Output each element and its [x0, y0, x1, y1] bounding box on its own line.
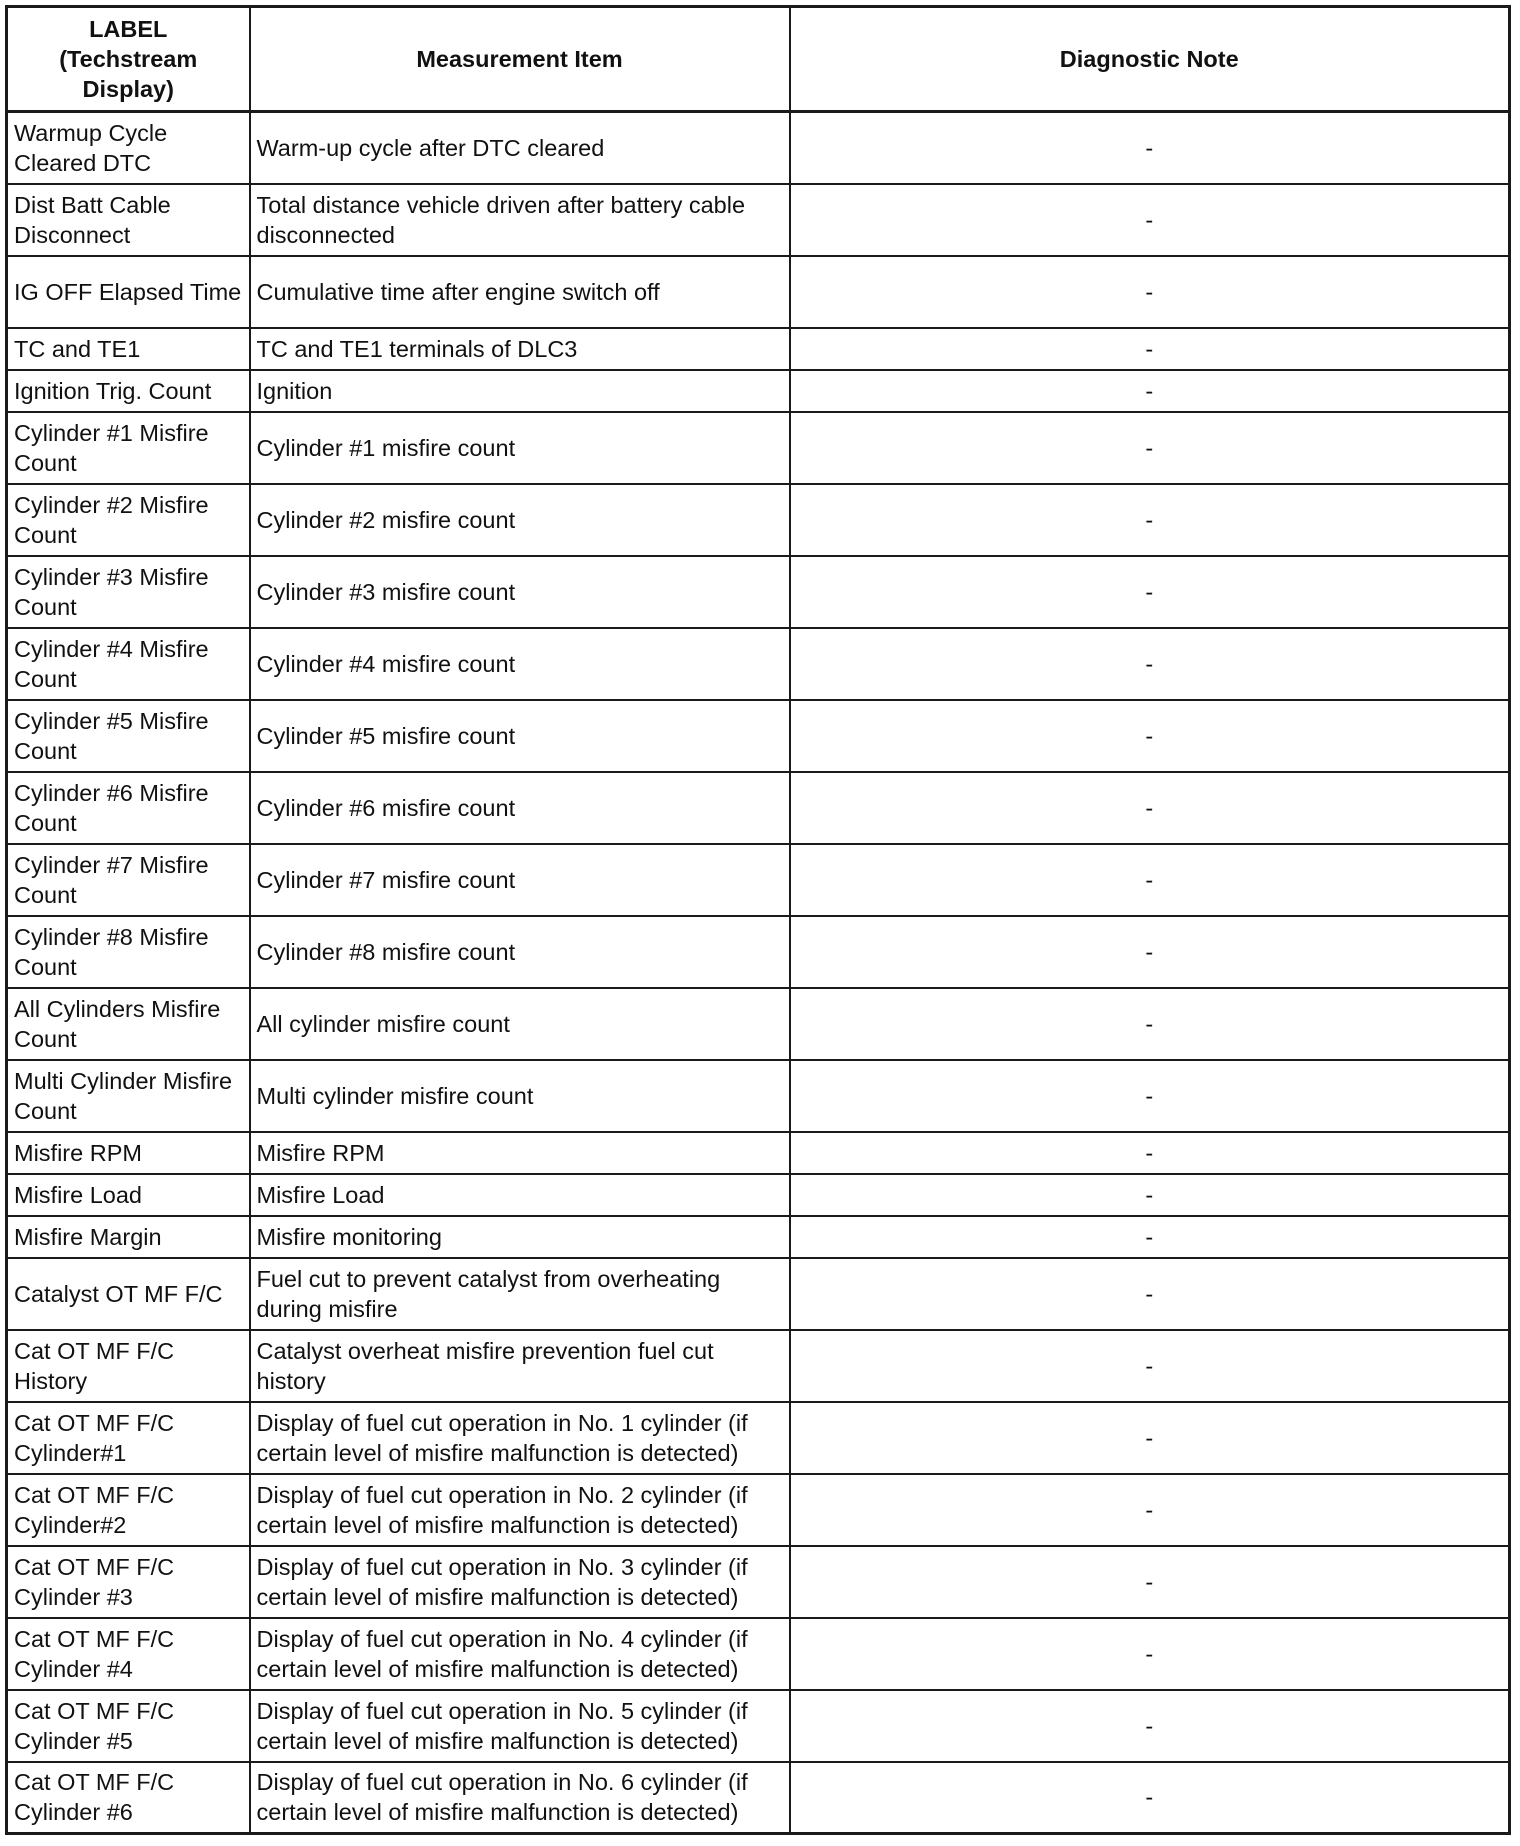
- row-diagnostic-note: -: [790, 1132, 1510, 1174]
- table-row: [7, 1258, 1510, 1330]
- row-measurement-item: Fuel cut to prevent catalyst from overheating during misfire: [250, 1258, 790, 1330]
- row-measurement-item: Misfire RPM: [250, 1132, 790, 1174]
- table-row: [7, 484, 1510, 556]
- table-row: [7, 1618, 1510, 1690]
- table-row: [7, 1762, 1510, 1834]
- row-diagnostic-note: -: [790, 916, 1510, 988]
- row-measurement-item: Ignition: [250, 370, 790, 412]
- table-row: [7, 916, 1510, 988]
- table-row: [7, 1546, 1510, 1618]
- row-label: IG OFF Elapsed Time: [7, 256, 250, 328]
- row-label: Warmup Cycle Cleared DTC: [7, 112, 250, 184]
- row-measurement-item: Misfire monitoring: [250, 1216, 790, 1258]
- row-label: Cat OT MF F/C Cylinder #5: [7, 1690, 250, 1762]
- row-diagnostic-note: -: [790, 772, 1510, 844]
- row-measurement-item: Total distance vehicle driven after battery cable disconnected: [250, 184, 790, 256]
- row-measurement-item: Display of fuel cut operation in No. 4 cylinder (if certain level of misfire malfunction is detected): [250, 1618, 790, 1690]
- row-diagnostic-note: -: [790, 628, 1510, 700]
- row-measurement-item: Cylinder #4 misfire count: [250, 628, 790, 700]
- table-row: [7, 700, 1510, 772]
- row-diagnostic-note: -: [790, 1474, 1510, 1546]
- row-diagnostic-note: -: [790, 184, 1510, 256]
- header-label-line2: (Techstream: [59, 46, 198, 72]
- table-row: [7, 1132, 1510, 1174]
- table-row: [7, 1060, 1510, 1132]
- row-label: Cylinder #7 Misfire Count: [7, 844, 250, 916]
- row-measurement-item: Cylinder #2 misfire count: [250, 484, 790, 556]
- table-row: [7, 1330, 1510, 1402]
- row-measurement-item: Display of fuel cut operation in No. 3 cylinder (if certain level of misfire malfunction is detected): [250, 1546, 790, 1618]
- table-row: [7, 328, 1510, 370]
- row-measurement-item: Cylinder #8 misfire count: [250, 916, 790, 988]
- row-diagnostic-note: -: [790, 328, 1510, 370]
- row-measurement-item: Display of fuel cut operation in No. 2 cylinder (if certain level of misfire malfunction is detected): [250, 1474, 790, 1546]
- table-row: [7, 412, 1510, 484]
- row-label: Cylinder #1 Misfire Count: [7, 412, 250, 484]
- row-label: Cylinder #6 Misfire Count: [7, 772, 250, 844]
- table-row: [7, 1474, 1510, 1546]
- row-label: Cat OT MF F/C Cylinder #6: [7, 1762, 250, 1834]
- row-label: Catalyst OT MF F/C: [7, 1258, 250, 1330]
- row-diagnostic-note: -: [790, 1690, 1510, 1762]
- row-measurement-item: All cylinder misfire count: [250, 988, 790, 1060]
- row-label: Multi Cylinder Misfire Count: [7, 1060, 250, 1132]
- table-row: [7, 1174, 1510, 1216]
- row-diagnostic-note: -: [790, 700, 1510, 772]
- table-row: [7, 1402, 1510, 1474]
- row-label: Cat OT MF F/C Cylinder #4: [7, 1618, 250, 1690]
- row-label: Cylinder #4 Misfire Count: [7, 628, 250, 700]
- row-diagnostic-note: -: [790, 1330, 1510, 1402]
- row-diagnostic-note: -: [790, 844, 1510, 916]
- row-label: Cylinder #8 Misfire Count: [7, 916, 250, 988]
- row-measurement-item: Cumulative time after engine switch off: [250, 256, 790, 328]
- row-label: Cat OT MF F/C Cylinder#1: [7, 1402, 250, 1474]
- table-row: [7, 112, 1510, 184]
- row-measurement-item: Display of fuel cut operation in No. 6 cylinder (if certain level of misfire malfunction is detected): [250, 1762, 790, 1834]
- document-page: [5, 5, 1508, 1835]
- row-diagnostic-note: -: [790, 1762, 1510, 1834]
- table-header-row: [7, 7, 1510, 112]
- table-row: [7, 256, 1510, 328]
- row-measurement-item: TC and TE1 terminals of DLC3: [250, 328, 790, 370]
- table-row: [7, 184, 1510, 256]
- row-label: Ignition Trig. Count: [7, 370, 250, 412]
- row-measurement-item: Warm-up cycle after DTC cleared: [250, 112, 790, 184]
- row-measurement-item: Display of fuel cut operation in No. 1 cylinder (if certain level of misfire malfunction is detected): [250, 1402, 790, 1474]
- row-diagnostic-note: -: [790, 1402, 1510, 1474]
- header-label: [7, 7, 250, 112]
- row-label: Misfire RPM: [7, 1132, 250, 1174]
- row-diagnostic-note: -: [790, 1546, 1510, 1618]
- table-row: [7, 628, 1510, 700]
- row-diagnostic-note: -: [790, 1618, 1510, 1690]
- row-measurement-item: Misfire Load: [250, 1174, 790, 1216]
- row-label: Dist Batt Cable Disconnect: [7, 184, 250, 256]
- header-diagnostic-note: Diagnostic Note: [790, 7, 1510, 112]
- row-measurement-item: Cylinder #1 misfire count: [250, 412, 790, 484]
- row-label: Cat OT MF F/C Cylinder #3: [7, 1546, 250, 1618]
- table-row: [7, 1690, 1510, 1762]
- row-measurement-item: Multi cylinder misfire count: [250, 1060, 790, 1132]
- row-label: Cylinder #3 Misfire Count: [7, 556, 250, 628]
- row-label: All Cylinders Misfire Count: [7, 988, 250, 1060]
- table-row: [7, 844, 1510, 916]
- table-row: [7, 1216, 1510, 1258]
- row-measurement-item: Cylinder #7 misfire count: [250, 844, 790, 916]
- row-diagnostic-note: -: [790, 112, 1510, 184]
- row-diagnostic-note: -: [790, 1216, 1510, 1258]
- table-row: [7, 988, 1510, 1060]
- table-row: [7, 556, 1510, 628]
- row-measurement-item: Cylinder #6 misfire count: [250, 772, 790, 844]
- row-diagnostic-note: -: [790, 412, 1510, 484]
- row-diagnostic-note: -: [790, 988, 1510, 1060]
- row-measurement-item: Cylinder #3 misfire count: [250, 556, 790, 628]
- row-diagnostic-note: -: [790, 556, 1510, 628]
- row-label: Cat OT MF F/C History: [7, 1330, 250, 1402]
- table-row: [7, 772, 1510, 844]
- row-label: Misfire Load: [7, 1174, 250, 1216]
- row-diagnostic-note: -: [790, 370, 1510, 412]
- row-label: TC and TE1: [7, 328, 250, 370]
- row-diagnostic-note: -: [790, 1174, 1510, 1216]
- row-diagnostic-note: -: [790, 1060, 1510, 1132]
- header-label-line1: LABEL: [89, 16, 168, 42]
- header-measurement-item: Measurement Item: [250, 7, 790, 112]
- header-label-line3: Display): [82, 76, 174, 102]
- row-label: Cat OT MF F/C Cylinder#2: [7, 1474, 250, 1546]
- table-row: [7, 370, 1510, 412]
- row-measurement-item: Cylinder #5 misfire count: [250, 700, 790, 772]
- row-label: Cylinder #5 Misfire Count: [7, 700, 250, 772]
- row-measurement-item: Catalyst overheat misfire prevention fuel cut history: [250, 1330, 790, 1402]
- row-diagnostic-note: -: [790, 256, 1510, 328]
- row-measurement-item: Display of fuel cut operation in No. 5 cylinder (if certain level of misfire malfunction is detected): [250, 1690, 790, 1762]
- row-diagnostic-note: -: [790, 484, 1510, 556]
- data-list-table: [5, 5, 1511, 1835]
- row-diagnostic-note: -: [790, 1258, 1510, 1330]
- row-label: Misfire Margin: [7, 1216, 250, 1258]
- row-label: Cylinder #2 Misfire Count: [7, 484, 250, 556]
